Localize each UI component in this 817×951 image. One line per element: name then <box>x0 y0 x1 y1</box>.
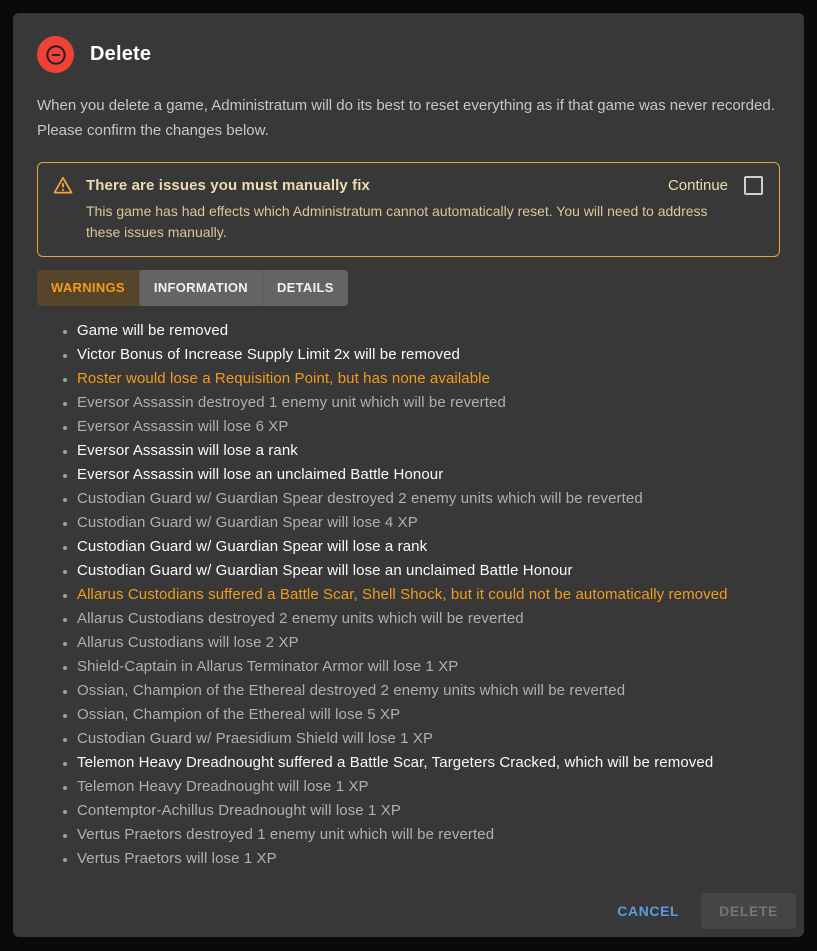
dialog-header <box>13 13 804 73</box>
remove-circle-icon <box>37 36 74 73</box>
warning-list-item: • Contemptor-Achillus Dreadnought will lose 1 XP <box>77 799 780 823</box>
tab-warnings[interactable]: WARNINGS <box>37 270 140 306</box>
delete-dialog <box>13 13 804 937</box>
warning-list-item: • Custodian Guard w/ Guardian Spear destroyed 2 enemy units which will be reverted <box>77 487 780 511</box>
cancel-button[interactable]: CANCEL <box>603 894 693 928</box>
delete-button[interactable]: DELETE <box>701 893 796 929</box>
warning-list-item: • Ossian, Champion of the Ethereal destroyed 2 enemy units which will be reverted <box>77 679 780 703</box>
tab-bar <box>37 270 348 306</box>
warning-list-item: • Allarus Custodians destroyed 2 enemy units which will be reverted <box>77 607 780 631</box>
warning-list-item: • Custodian Guard w/ Praesidium Shield will lose 1 XP <box>77 727 780 751</box>
warning-list-item: • Eversor Assassin will lose a rank <box>77 439 780 463</box>
warnings-list <box>13 319 804 885</box>
warning-list-item: • Telemon Heavy Dreadnought suffered a Battle Scar, Targeters Cracked, which will be removed <box>77 751 780 775</box>
tab-information[interactable]: INFORMATION <box>140 270 263 306</box>
dialog-title: Delete <box>90 43 152 65</box>
warning-list-item: • Custodian Guard w/ Guardian Spear will lose a rank <box>77 535 780 559</box>
warning-list-item: • Vertus Praetors will lose 1 XP <box>77 847 780 871</box>
warning-list-item: • Allarus Custodians will lose 2 XP <box>77 631 780 655</box>
warning-list-item: • Victor Bonus of Increase Supply Limit 2x will be removed <box>77 343 780 367</box>
alert-body: This game has had effects which Administratum cannot automatically reset. You will need to address these issues manually. <box>86 203 708 240</box>
warning-list-item: • Roster would lose a Requisition Point, but has none available <box>77 367 780 391</box>
warning-list-item: • Eversor Assassin destroyed 1 enemy unit which will be reverted <box>77 391 780 415</box>
dialog-description: When you delete a game, Administratum will do its best to reset everything as if that game was never recorded. Please confirm the changes below. <box>37 97 775 139</box>
warning-list-item: • Shield-Captain in Allarus Terminator Armor will lose 1 XP <box>77 655 780 679</box>
warning-list-item: • Allarus Custodians suffered a Battle Scar, Shell Shock, but it could not be automatically removed <box>77 583 780 607</box>
warning-list-item: • Ossian, Champion of the Ethereal will lose 5 XP <box>77 703 780 727</box>
warning-list-item: • Eversor Assassin will lose 6 XP <box>77 415 780 439</box>
tab-details[interactable]: DETAILS <box>263 270 348 306</box>
continue-label: Continue <box>667 176 728 194</box>
warning-list-item: • Custodian Guard w/ Guardian Spear will lose 4 XP <box>77 511 780 535</box>
manual-fix-alert <box>37 162 780 257</box>
continue-checkbox[interactable] <box>744 176 763 195</box>
warning-list-item: • Telemon Heavy Dreadnought will lose 1 XP <box>77 775 780 799</box>
alert-title: There are issues you must manually fix <box>86 176 370 194</box>
dialog-actions <box>13 885 804 937</box>
alert-header-row <box>52 174 765 196</box>
warning-list-item: • Custodian Guard w/ Guardian Spear will lose an unclaimed Battle Honour <box>77 559 780 583</box>
warning-list-item: • Eversor Assassin will lose an unclaimed Battle Honour <box>77 463 780 487</box>
warning-list-item: • Vertus Praetors destroyed 1 enemy unit which will be reverted <box>77 823 780 847</box>
warning-triangle-icon <box>52 174 74 196</box>
warning-list-item: • Game will be removed <box>77 319 780 343</box>
